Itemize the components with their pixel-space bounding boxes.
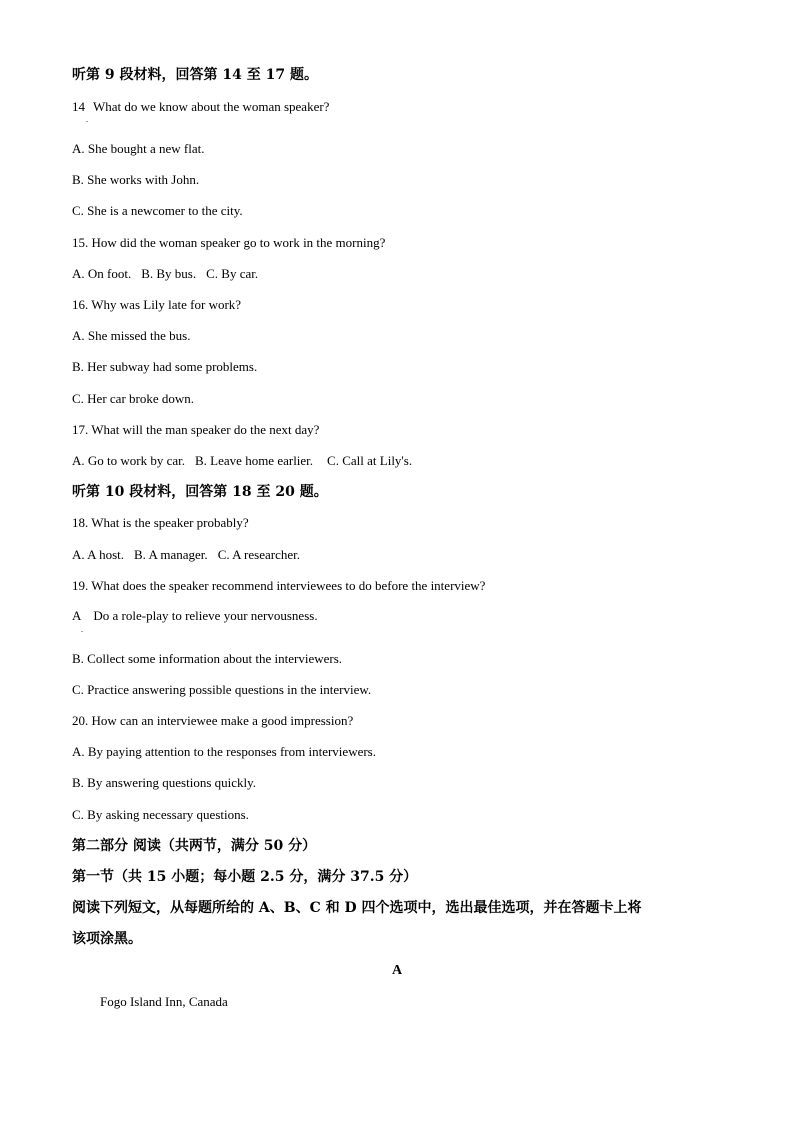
q17-question: 17. What will the man speaker do the next day? bbox=[72, 422, 320, 437]
q16-option-c: C. Her car broke down. bbox=[72, 391, 195, 406]
q17-option-c: C. Call at Lily's. bbox=[327, 453, 413, 468]
q15-question: 15. How did the woman speaker go to work in the morning? bbox=[72, 235, 386, 250]
q15-options bbox=[72, 266, 258, 282]
q19-question: 19. What does the speaker recommend interviewees to do before the interview? bbox=[72, 578, 486, 593]
q20-option-a: A. By paying attention to the responses from interviewers. bbox=[72, 744, 376, 759]
passage-label: A bbox=[391, 963, 403, 978]
q14-option-c: C. She is a newcomer to the city. bbox=[72, 203, 243, 218]
part2-title: 第二部分 阅读（共两节，满分 50 分） bbox=[72, 838, 317, 854]
q20-option-b: B. By answering questions quickly. bbox=[72, 775, 257, 790]
part2-subtitle: 第一节（共 15 小题；每小题 2.5 分，满分 37.5 分） bbox=[72, 869, 418, 885]
q14-number: 14 bbox=[72, 99, 85, 114]
q14-option-b: B. She works with John. bbox=[72, 172, 200, 187]
q18-option-c: C. A researcher. bbox=[217, 547, 300, 562]
section10-heading: 听第 10 段材料，回答第 18 至 20 题。 bbox=[72, 484, 328, 500]
part2-instruction-line1: 阅读下列短文，从每题所给的 A、B、C 和 D 四个选项中，选出最佳选项，并在答题卡上将 bbox=[72, 900, 642, 916]
q18-options bbox=[72, 547, 300, 563]
q17-option-b: B. Leave home earlier. bbox=[195, 453, 314, 468]
q19-option-c: C. Practice answering possible questions in the interview. bbox=[72, 682, 372, 697]
q19-option-a-text: Do a role-play to relieve your nervousness. bbox=[93, 608, 318, 623]
part2-instruction-line2: 该项涂黑。 bbox=[72, 931, 142, 947]
q19-option-a-label: A bbox=[72, 608, 82, 623]
q19-option-a bbox=[72, 608, 318, 624]
passage-title: Fogo Island Inn, Canada bbox=[100, 994, 228, 1009]
q14-text: What do we know about the woman speaker? bbox=[93, 99, 330, 114]
q14-question bbox=[72, 99, 329, 115]
q15-option-c: C. By car. bbox=[206, 266, 259, 281]
period-mark: . bbox=[86, 115, 88, 124]
q16-option-b: B. Her subway had some problems. bbox=[72, 359, 258, 374]
q17-options bbox=[72, 453, 412, 469]
q20-option-c: C. By asking necessary questions. bbox=[72, 807, 249, 822]
q20-question: 20. How can an interviewee make a good impression? bbox=[72, 713, 354, 728]
q14-option-a: A. She bought a new flat. bbox=[72, 141, 205, 156]
q15-option-a: A. On foot. bbox=[72, 266, 132, 281]
period-mark: . bbox=[81, 625, 83, 634]
q19-option-b: B. Collect some information about the interviewers. bbox=[72, 651, 343, 666]
q15-option-b: B. By bus. bbox=[141, 266, 197, 281]
q18-question: 18. What is the speaker probably? bbox=[72, 515, 249, 530]
section9-heading: 听第 9 段材料，回答第 14 至 17 题。 bbox=[72, 67, 318, 83]
q18-option-a: A. A host. bbox=[72, 547, 125, 562]
q16-option-a: A. She missed the bus. bbox=[72, 328, 191, 343]
q16-question: 16. Why was Lily late for work? bbox=[72, 297, 242, 312]
q17-option-a: A. Go to work by car. bbox=[72, 453, 186, 468]
q18-option-b: B. A manager. bbox=[134, 547, 208, 562]
